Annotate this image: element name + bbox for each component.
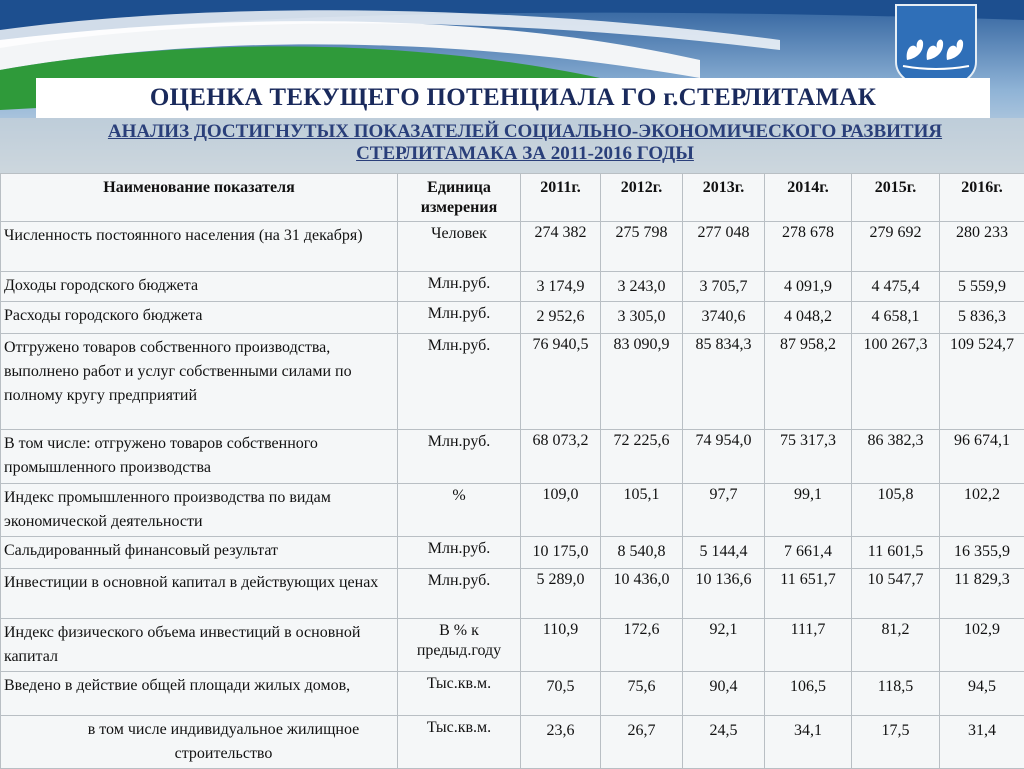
value-cell: 11 829,3 <box>940 569 1024 619</box>
value-cell: 275 798 <box>601 222 683 272</box>
unit-cell: % <box>398 484 521 537</box>
table-row <box>1 484 1024 537</box>
value-cell: 92,1 <box>683 619 765 672</box>
value-cell: 3 305,0 <box>601 302 683 334</box>
value-cell: 10 547,7 <box>852 569 940 619</box>
unit-cell: Тыс.кв.м. <box>398 672 521 716</box>
value-cell: 110,9 <box>521 619 601 672</box>
value-cell: 3 174,9 <box>521 272 601 302</box>
value-cell: 5 836,3 <box>940 302 1024 334</box>
value-cell: 3 243,0 <box>601 272 683 302</box>
value-cell: 75,6 <box>601 672 683 716</box>
value-cell: 172,6 <box>601 619 683 672</box>
value-cell: 81,2 <box>852 619 940 672</box>
value-cell: 280 233 <box>940 222 1024 272</box>
indicator-name-cell: В том числе: отгружено товаров собственного промышленного производства <box>1 430 398 484</box>
value-cell: 76 940,5 <box>521 334 601 430</box>
unit-cell: Млн.руб. <box>398 569 521 619</box>
indicator-name-cell: Индекс промышленного производства по видам экономической деятельности <box>1 484 398 537</box>
value-cell: 277 048 <box>683 222 765 272</box>
value-cell: 4 091,9 <box>765 272 852 302</box>
value-cell: 278 678 <box>765 222 852 272</box>
header-cell-year: 2015г. <box>852 174 940 222</box>
indicator-name-cell: Введено в действие общей площади жилых домов, <box>1 672 398 716</box>
value-cell: 102,9 <box>940 619 1024 672</box>
value-cell: 106,5 <box>765 672 852 716</box>
table-row <box>1 272 1024 302</box>
value-cell: 17,5 <box>852 716 940 769</box>
value-cell: 72 225,6 <box>601 430 683 484</box>
page-subtitle <box>60 121 990 165</box>
value-cell: 85 834,3 <box>683 334 765 430</box>
table-row <box>1 716 1024 769</box>
value-cell: 2 952,6 <box>521 302 601 334</box>
unit-cell: Млн.руб. <box>398 537 521 569</box>
subtitle-line-2: СТЕРЛИТАМАКА ЗА 2011-2016 ГОДЫ <box>60 143 990 165</box>
table-row <box>1 619 1024 672</box>
table-row <box>1 537 1024 569</box>
table-header-row <box>1 174 1024 222</box>
unit-cell: Млн.руб. <box>398 334 521 430</box>
value-cell: 109,0 <box>521 484 601 537</box>
value-cell: 75 317,3 <box>765 430 852 484</box>
header-cell-year: 2011г. <box>521 174 601 222</box>
value-cell: 118,5 <box>852 672 940 716</box>
table-row <box>1 569 1024 619</box>
value-cell: 279 692 <box>852 222 940 272</box>
value-cell: 26,7 <box>601 716 683 769</box>
value-cell: 7 661,4 <box>765 537 852 569</box>
value-cell: 74 954,0 <box>683 430 765 484</box>
value-cell: 102,2 <box>940 484 1024 537</box>
value-cell: 31,4 <box>940 716 1024 769</box>
value-cell: 11 651,7 <box>765 569 852 619</box>
indicator-name-cell: Сальдированный финансовый результат <box>1 537 398 569</box>
value-cell: 94,5 <box>940 672 1024 716</box>
value-cell: 5 144,4 <box>683 537 765 569</box>
value-cell: 3740,6 <box>683 302 765 334</box>
value-cell: 97,7 <box>683 484 765 537</box>
value-cell: 16 355,9 <box>940 537 1024 569</box>
value-cell: 4 658,1 <box>852 302 940 334</box>
value-cell: 11 601,5 <box>852 537 940 569</box>
value-cell: 3 705,7 <box>683 272 765 302</box>
header-cell-name: Наименование показателя <box>1 174 398 222</box>
value-cell: 8 540,8 <box>601 537 683 569</box>
value-cell: 4 048,2 <box>765 302 852 334</box>
value-cell: 274 382 <box>521 222 601 272</box>
value-cell: 111,7 <box>765 619 852 672</box>
indicator-name-cell: Доходы городского бюджета <box>1 272 398 302</box>
table-row <box>1 334 1024 430</box>
value-cell: 24,5 <box>683 716 765 769</box>
unit-cell: Млн.руб. <box>398 302 521 334</box>
unit-cell: Млн.руб. <box>398 272 521 302</box>
value-cell: 105,1 <box>601 484 683 537</box>
value-cell: 5 559,9 <box>940 272 1024 302</box>
value-cell: 83 090,9 <box>601 334 683 430</box>
indicators-table <box>0 173 1024 769</box>
unit-cell: Млн.руб. <box>398 430 521 484</box>
indicator-name-cell: Отгружено товаров собственного производства, выполнено работ и услуг собственными силами по полному кругу предприятий <box>1 334 398 430</box>
indicator-name-cell: в том числе индивидуальное жилищное строительство <box>1 716 398 769</box>
indicator-name-cell: Индекс физического объема инвестиций в основной капитал <box>1 619 398 672</box>
header-cell-year: 2014г. <box>765 174 852 222</box>
value-cell: 86 382,3 <box>852 430 940 484</box>
value-cell: 70,5 <box>521 672 601 716</box>
value-cell: 10 175,0 <box>521 537 601 569</box>
value-cell: 99,1 <box>765 484 852 537</box>
header-cell-year: 2012г. <box>601 174 683 222</box>
value-cell: 100 267,3 <box>852 334 940 430</box>
value-cell: 4 475,4 <box>852 272 940 302</box>
header-cell-year: 2013г. <box>683 174 765 222</box>
value-cell: 96 674,1 <box>940 430 1024 484</box>
value-cell: 90,4 <box>683 672 765 716</box>
header-cell-unit: Единица измерения <box>398 174 521 222</box>
header-cell-year: 2016г. <box>940 174 1024 222</box>
table-row <box>1 222 1024 272</box>
indicator-name-cell: Инвестиции в основной капитал в действующих ценах <box>1 569 398 619</box>
table-row <box>1 672 1024 716</box>
table-row <box>1 430 1024 484</box>
value-cell: 68 073,2 <box>521 430 601 484</box>
value-cell: 10 436,0 <box>601 569 683 619</box>
value-cell: 10 136,6 <box>683 569 765 619</box>
value-cell: 105,8 <box>852 484 940 537</box>
value-cell: 34,1 <box>765 716 852 769</box>
subtitle-line-1: АНАЛИЗ ДОСТИГНУТЫХ ПОКАЗАТЕЛЕЙ СОЦИАЛЬНО-ЭКОНОМИЧЕСКОГО РАЗВИТИЯ <box>60 121 990 143</box>
value-cell: 109 524,7 <box>940 334 1024 430</box>
value-cell: 5 289,0 <box>521 569 601 619</box>
unit-cell: В % к предыд.году <box>398 619 521 672</box>
value-cell: 87 958,2 <box>765 334 852 430</box>
table-row <box>1 302 1024 334</box>
indicator-name-cell: Расходы городского бюджета <box>1 302 398 334</box>
unit-cell: Человек <box>398 222 521 272</box>
page-title: ОЦЕНКА ТЕКУЩЕГО ПОТЕНЦИАЛА ГО г.СТЕРЛИТАМАК <box>36 84 990 112</box>
value-cell: 23,6 <box>521 716 601 769</box>
unit-cell: Тыс.кв.м. <box>398 716 521 769</box>
indicator-name-cell: Численность постоянного населения (на 31 декабря) <box>1 222 398 272</box>
